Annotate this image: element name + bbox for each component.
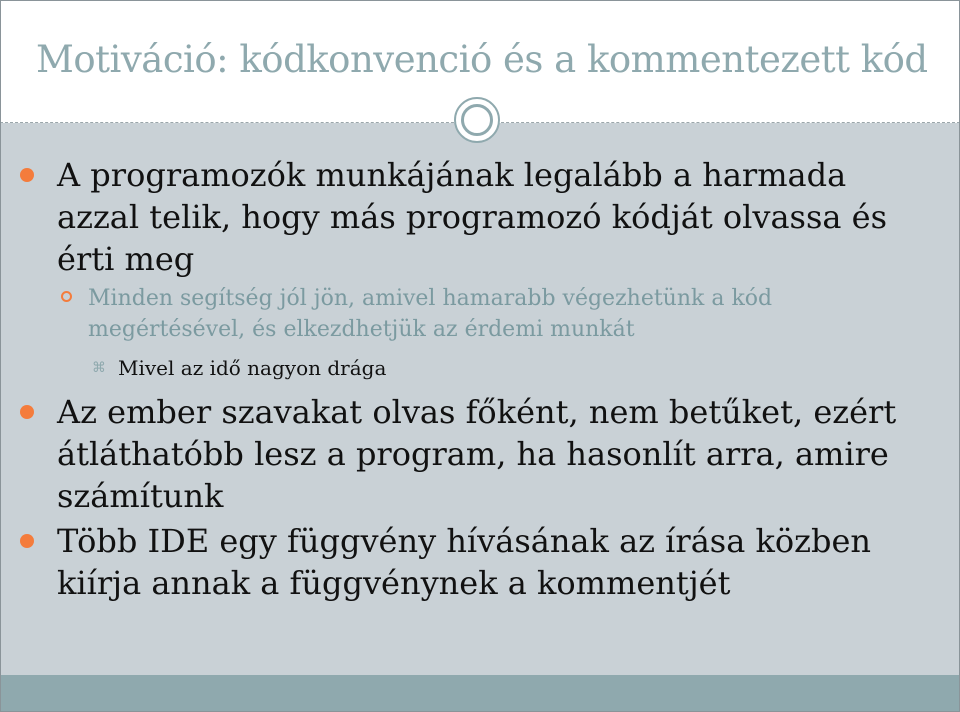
star-bullet-icon: ⌘: [92, 360, 106, 376]
sub-bullet-text: Minden segítség jól jön, amivel hamarabb végezhetünk a kód megértésével, és elkezdhetjük az érdemi munkát: [88, 286, 773, 342]
slide-title: Motiváció: kódkonvenció és a kommentezett kód: [36, 38, 928, 81]
bullet-text: A programozók munkájának legalább a harmada azzal telik, hogy más programozó kódját olvassa és érti meg: [57, 156, 887, 278]
bullet-text: Több IDE egy függvény hívásának az írása közben kiírja annak a függvénynek a kommentjét: [57, 522, 871, 602]
bullet-text: Az ember szavakat olvas főként, nem betűket, ezért átláthatóbb lesz a program, ha hasonlít arra, amire számítunk: [57, 393, 897, 515]
sub-sub-bullet-text: Mivel az idő nagyon drága: [118, 356, 387, 380]
